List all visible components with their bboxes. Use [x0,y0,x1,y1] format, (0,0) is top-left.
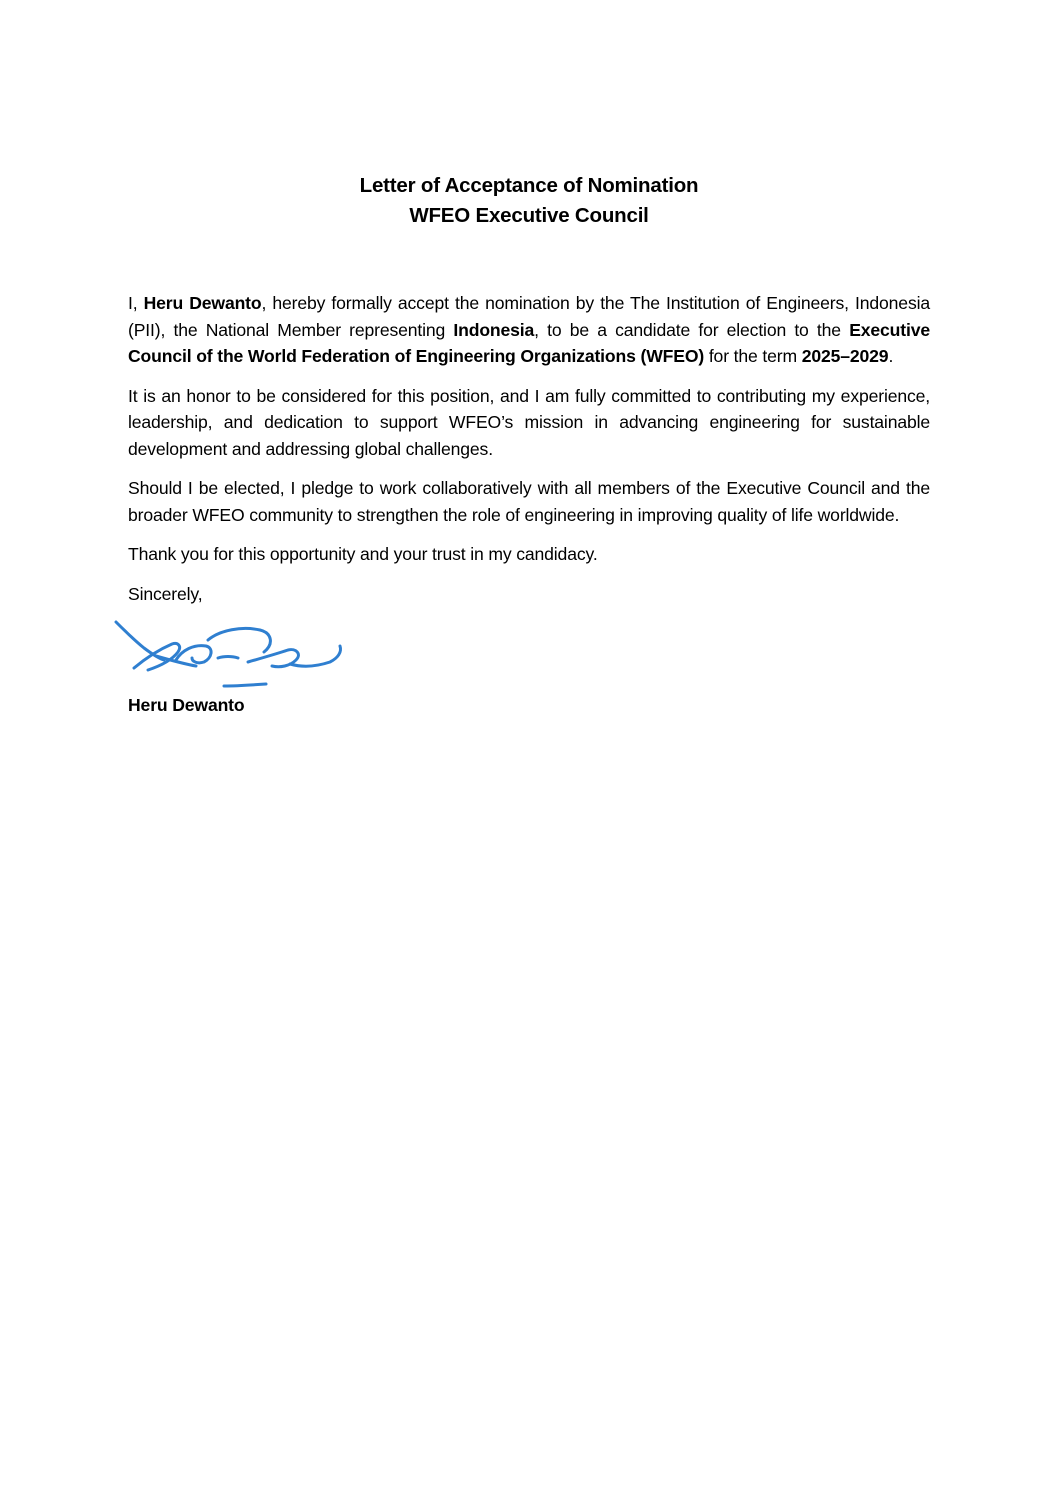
closing-salutation: Sincerely, [128,583,203,604]
term-years: 2025–2029 [801,346,889,366]
p1-text-5: . [888,346,894,366]
nominee-name: Heru Dewanto [143,293,262,313]
organization-name: Executive Council of the World Federation of Engineering Organizations (WFEO) [128,319,930,366]
handwritten-signature [112,616,352,696]
letter-title [0,171,1058,231]
p1-text-4: for the term [704,346,802,366]
paragraph-commitment: It is an honor to be considered for this position, and I am fully committed to contributing my experience, leadership, and dedication to support WFEO’s mission in advancing engineering for sustainable development and addressing global challenges. [128,385,930,459]
letter-body [128,290,930,620]
paragraph-pledge: Should I be elected, I pledge to work collaboratively with all members of the Executive Council and the broader WFEO community to strengthen the role of engineering in improving quality of life worldwide. [128,478,930,525]
p1-text-3: , to be a candidate for election to the [534,319,850,340]
country-name: Indonesia [453,319,535,340]
p1-text-1: I, [128,293,144,313]
p1-text-2: , hereby formally accept the nomination by the The Institution of Engineers, Indonesia (PII), the National Member representing [128,293,930,340]
title-line-1: Letter of Acceptance of Nomination [359,174,699,197]
paragraph-thanks: Thank you for this opportunity and your trust in my candidacy. [128,544,598,564]
title-line-2: WFEO Executive Council [409,204,649,227]
signer-name: Heru Dewanto [128,695,245,715]
paragraph-acceptance [128,290,930,370]
